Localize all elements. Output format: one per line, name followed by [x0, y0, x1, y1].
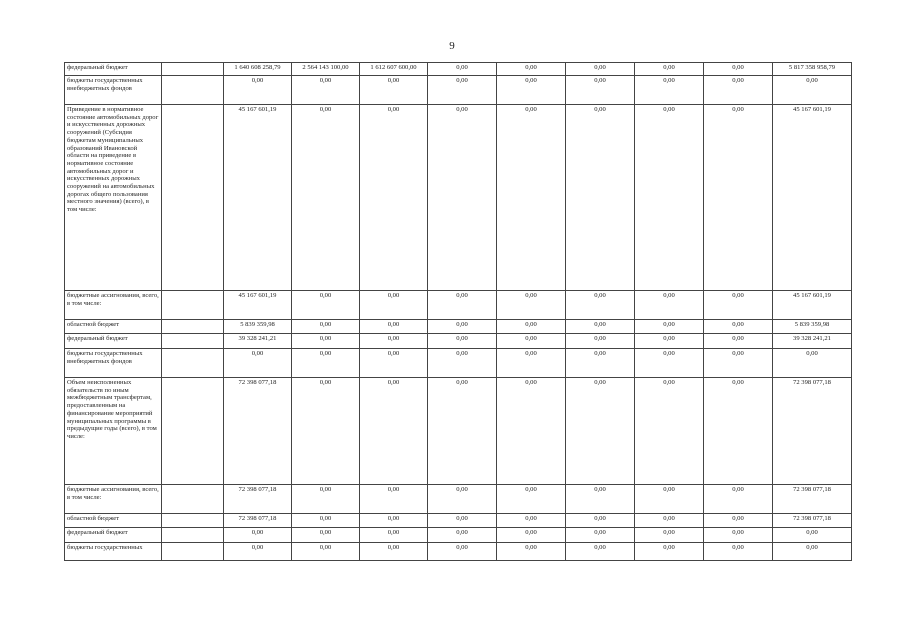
value-cell: 0,00: [360, 543, 428, 561]
value-cell: 0,00: [428, 320, 497, 334]
table-row: [65, 63, 852, 76]
value-cell: 0,00: [635, 76, 704, 105]
value-cell: 0,00: [773, 349, 852, 378]
value-cell: 0,00: [360, 528, 428, 543]
value-cell: 0,00: [704, 334, 773, 349]
value-cell: 0,00: [497, 291, 566, 320]
value-cell: 0,00: [566, 320, 635, 334]
value-cell: 72 398 077,18: [224, 378, 292, 485]
row-name-cell: бюджетные ассигнования, всего, в том числе:: [65, 485, 162, 514]
table-row: [65, 320, 852, 334]
table-row: [65, 349, 852, 378]
table-row: [65, 76, 852, 105]
value-cell: 0,00: [497, 105, 566, 291]
value-cell: 0,00: [292, 334, 360, 349]
value-cell: 0,00: [635, 528, 704, 543]
value-cell: 0,00: [292, 485, 360, 514]
table-body: [65, 63, 852, 561]
row-name-cell: областной бюджет: [65, 514, 162, 528]
value-cell: 0,00: [635, 291, 704, 320]
value-cell: 1 612 607 600,00: [360, 63, 428, 76]
value-cell: 0,00: [360, 105, 428, 291]
value-cell: 5 839 359,98: [773, 320, 852, 334]
value-cell: 0,00: [635, 514, 704, 528]
value-cell: 0,00: [566, 528, 635, 543]
value-cell: 45 167 601,19: [773, 105, 852, 291]
value-cell: 0,00: [360, 349, 428, 378]
value-cell: 0,00: [224, 76, 292, 105]
budget-table: [64, 62, 852, 561]
value-cell: 45 167 601,19: [224, 291, 292, 320]
value-cell: 0,00: [635, 485, 704, 514]
value-cell: 1 640 608 258,79: [224, 63, 292, 76]
value-cell: 45 167 601,19: [773, 291, 852, 320]
value-cell: 0,00: [428, 291, 497, 320]
value-cell: 72 398 077,18: [773, 485, 852, 514]
row-name-cell: бюджетные ассигнования, всего, в том числе:: [65, 291, 162, 320]
page-number: 9: [449, 40, 455, 52]
value-cell: 0,00: [497, 63, 566, 76]
row-name-cell: бюджеты государственных внебюджетных фондов: [65, 349, 162, 378]
row-name-cell: Объем неисполненных обязательств по иным межбюджетным трансфертам, предоставленным на финансирование мероприятий муниципальных программы в предыдущие годы (всего), в том числе:: [65, 378, 162, 485]
empty-cell: [162, 63, 224, 76]
value-cell: 0,00: [428, 543, 497, 561]
value-cell: 0,00: [360, 291, 428, 320]
value-cell: 0,00: [704, 514, 773, 528]
value-cell: 0,00: [704, 76, 773, 105]
value-cell: 72 398 077,18: [773, 378, 852, 485]
value-cell: 0,00: [635, 378, 704, 485]
empty-cell: [162, 349, 224, 378]
value-cell: 0,00: [292, 105, 360, 291]
value-cell: 72 398 077,18: [773, 514, 852, 528]
value-cell: 2 564 143 100,00: [292, 63, 360, 76]
value-cell: 0,00: [635, 543, 704, 561]
value-cell: 0,00: [428, 349, 497, 378]
empty-cell: [162, 543, 224, 561]
value-cell: 0,00: [704, 378, 773, 485]
value-cell: 0,00: [566, 378, 635, 485]
row-name-cell: федеральный бюджет: [65, 334, 162, 349]
value-cell: 0,00: [566, 63, 635, 76]
row-name-cell: областной бюджет: [65, 320, 162, 334]
value-cell: 72 398 077,18: [224, 485, 292, 514]
value-cell: 0,00: [704, 528, 773, 543]
table-row: [65, 514, 852, 528]
value-cell: 0,00: [566, 543, 635, 561]
value-cell: 0,00: [497, 334, 566, 349]
value-cell: 0,00: [704, 543, 773, 561]
value-cell: 0,00: [292, 528, 360, 543]
value-cell: 0,00: [497, 514, 566, 528]
value-cell: 0,00: [704, 291, 773, 320]
value-cell: 0,00: [428, 334, 497, 349]
table-row: [65, 334, 852, 349]
value-cell: 0,00: [497, 378, 566, 485]
value-cell: 0,00: [566, 105, 635, 291]
value-cell: 0,00: [360, 514, 428, 528]
value-cell: 39 328 241,21: [224, 334, 292, 349]
row-name-cell: федеральный бюджет: [65, 63, 162, 76]
value-cell: 0,00: [428, 105, 497, 291]
value-cell: 0,00: [566, 349, 635, 378]
value-cell: 0,00: [566, 334, 635, 349]
value-cell: 45 167 601,19: [224, 105, 292, 291]
empty-cell: [162, 514, 224, 528]
value-cell: 0,00: [428, 378, 497, 485]
table-row: [65, 528, 852, 543]
value-cell: 0,00: [635, 334, 704, 349]
empty-cell: [162, 76, 224, 105]
value-cell: 0,00: [704, 63, 773, 76]
value-cell: 0,00: [497, 543, 566, 561]
empty-cell: [162, 378, 224, 485]
value-cell: 0,00: [428, 528, 497, 543]
value-cell: 0,00: [292, 349, 360, 378]
value-cell: 0,00: [428, 76, 497, 105]
value-cell: 0,00: [773, 543, 852, 561]
value-cell: 0,00: [635, 63, 704, 76]
value-cell: 0,00: [292, 514, 360, 528]
value-cell: 5 817 358 958,79: [773, 63, 852, 76]
empty-cell: [162, 334, 224, 349]
table-row: [65, 543, 852, 561]
value-cell: 0,00: [497, 76, 566, 105]
empty-cell: [162, 485, 224, 514]
value-cell: 0,00: [635, 320, 704, 334]
value-cell: 0,00: [428, 485, 497, 514]
value-cell: 0,00: [704, 349, 773, 378]
value-cell: 0,00: [360, 334, 428, 349]
value-cell: 0,00: [635, 105, 704, 291]
empty-cell: [162, 105, 224, 291]
value-cell: 0,00: [773, 528, 852, 543]
value-cell: 0,00: [704, 485, 773, 514]
row-name-cell: бюджеты государственных: [65, 543, 162, 561]
value-cell: 0,00: [566, 291, 635, 320]
value-cell: 0,00: [292, 291, 360, 320]
value-cell: 0,00: [773, 76, 852, 105]
empty-cell: [162, 291, 224, 320]
value-cell: 0,00: [497, 349, 566, 378]
value-cell: 0,00: [292, 76, 360, 105]
row-name-cell: федеральный бюджет: [65, 528, 162, 543]
value-cell: 0,00: [360, 320, 428, 334]
value-cell: 0,00: [704, 105, 773, 291]
row-name-cell: Приведение в нормативное состояние автомобильных дорог и искусственных дорожных сооружений (Субсидия бюджетам муниципальных образований Ивановской области на приведение в нормативное состояние автомобильных дорог и искусственных дорожных сооружений на автомобильных дорогах общего пользования местного значения) (всего), в том числе:: [65, 105, 162, 291]
table-row: [65, 291, 852, 320]
row-name-cell: бюджеты государственных внебюджетных фондов: [65, 76, 162, 105]
value-cell: 0,00: [360, 76, 428, 105]
value-cell: 0,00: [428, 514, 497, 528]
value-cell: 0,00: [497, 528, 566, 543]
value-cell: 0,00: [292, 320, 360, 334]
value-cell: 0,00: [566, 485, 635, 514]
value-cell: 0,00: [635, 349, 704, 378]
table-row: [65, 485, 852, 514]
value-cell: 0,00: [292, 543, 360, 561]
value-cell: 0,00: [497, 320, 566, 334]
value-cell: 0,00: [497, 485, 566, 514]
value-cell: 0,00: [224, 543, 292, 561]
value-cell: 0,00: [566, 514, 635, 528]
empty-cell: [162, 528, 224, 543]
empty-cell: [162, 320, 224, 334]
value-cell: 0,00: [224, 349, 292, 378]
value-cell: 72 398 077,18: [224, 514, 292, 528]
value-cell: 0,00: [224, 528, 292, 543]
value-cell: 0,00: [292, 378, 360, 485]
value-cell: 0,00: [704, 320, 773, 334]
table-row: [65, 378, 852, 485]
value-cell: 5 839 359,98: [224, 320, 292, 334]
value-cell: 39 328 241,21: [773, 334, 852, 349]
value-cell: 0,00: [566, 76, 635, 105]
table-row: [65, 105, 852, 291]
value-cell: 0,00: [360, 485, 428, 514]
value-cell: 0,00: [428, 63, 497, 76]
value-cell: 0,00: [360, 378, 428, 485]
